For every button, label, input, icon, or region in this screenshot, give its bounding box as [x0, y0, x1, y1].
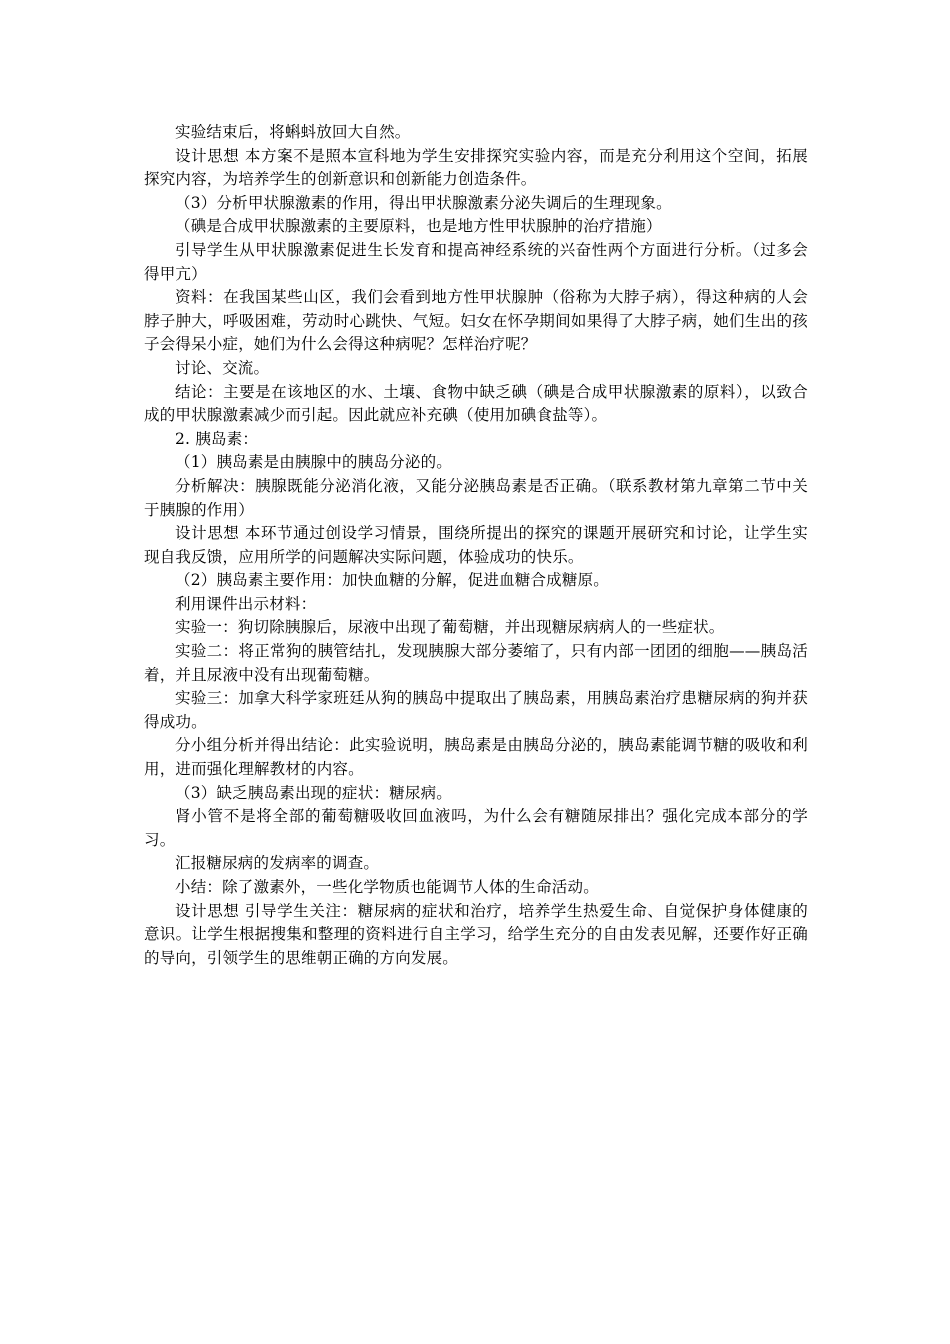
paragraph-insulin-source: （1）胰岛素是由胰腺中的胰岛分泌的。 [175, 453, 452, 472]
paragraph-insulin-function: （2）胰岛素主要作用：加快血糖的分解，促进血糖合成糖原。 [175, 571, 609, 590]
paragraph-analysis-pancreas: 分析解决：胰腺既能分泌消化液，又能分泌胰岛素是否正确。（联系教材第九章第二节中关于胰腺的作用） [144, 476, 808, 519]
paragraph-renal-tubule-question: 肾小管不是将全部的葡萄糖吸收回血液吗，为什么会有糖随尿排出？强化完成本部分的学习。 [144, 807, 808, 849]
paragraph-diabetes-survey: 汇报糖尿病的发病率的调查。 [175, 854, 380, 873]
paragraph-thyroid-analysis-heading: （3）分析甲状腺激素的作用，得出甲状腺激素分泌失调后的生理现象。 [175, 193, 672, 212]
paragraph-release-tadpoles: 实验结束后，将蝌蚪放回大自然。 [175, 123, 411, 141]
paragraph-material-goiter: 资料：在我国某些山区，我们会看到地方性甲状腺肿（俗称为大脖子病），得这种病的人会脖子肿大，呼吸困难，劳动时心跳快、气短。妇女在怀孕期间如果得了大脖子病，她们生出的孩子会得呆小症，她们为什么会得这种病呢？怎样治疗呢？ [144, 288, 808, 354]
paragraph-insulin-deficiency: （3）缺乏胰岛素出现的症状：糖尿病。 [175, 783, 452, 802]
paragraph-guide-students: 引导学生从甲状腺激素促进生长发育和提高神经系统的兴奋性两个方面进行分析。（过多会得甲亢） [144, 240, 808, 283]
paragraph-summary: 小结：除了激素外，一些化学物质也能调节人体的生命活动。 [175, 878, 599, 896]
paragraph-iodine-note: （碘是合成甲状腺激素的主要原料，也是地方性甲状腺肿的治疗措施） [175, 217, 662, 236]
paragraph-experiment-1: 实验一：狗切除胰腺后，尿液中出现了葡萄糖，并出现糖尿病病人的一些症状。 [175, 618, 725, 637]
paragraph-experiment-2: 实验二：将正常狗的胰管结扎，发现胰腺大部分萎缩了，只有内部一团团的细胞——胰岛活着，并且尿液中没有出现葡萄糖。 [144, 642, 808, 684]
paragraph-design-idea-1: 设计思想 本方案不是照本宣科地为学生安排探究实验内容，而是充分利用这个空间，拓展探究内容，为培养学生的创新意识和创新能力创造条件。 [144, 146, 808, 189]
paragraph-insulin-heading: 2. 胰岛素： [175, 429, 259, 448]
paragraph-courseware-material: 利用课件出示材料： [175, 594, 317, 613]
paragraph-design-idea-2: 设计思想 本环节通过创设学习情景，围绕所提出的探究的课题开展研究和讨论，让学生实现自我反馈，应用所学的问题解决实际问题，体验成功的快乐。 [144, 524, 808, 566]
paragraph-group-conclusion: 分小组分析并得出结论：此实验说明，胰岛素是由胰岛分泌的，胰岛素能调节糖的吸收和利用，进而强化理解教材的内容。 [144, 736, 808, 779]
document-page [144, 121, 808, 970]
paragraph-discussion: 讨论、交流。 [175, 358, 270, 377]
paragraph-conclusion-iodine: 结论：主要是在该地区的水、土壤、食物中缺乏碘（碘是合成甲状腺激素的原料），以致合成的甲状腺激素减少而引起。因此就应补充碘（使用加碘食盐等）。 [144, 382, 808, 425]
paragraph-experiment-3: 实验三：加拿大科学家班廷从狗的胰岛中提取出了胰岛素，用胰岛素治疗患糖尿病的狗并获得成功。 [144, 689, 808, 731]
paragraph-design-idea-3: 设计思想 引导学生关注：糖尿病的症状和治疗，培养学生热爱生命、自觉保护身体健康的意识。让学生根据搜集和整理的资料进行自主学习，给学生充分的自由发表见解，还要作好正确的导向，引领学生的思维朝正确的方向发展。 [144, 901, 808, 967]
